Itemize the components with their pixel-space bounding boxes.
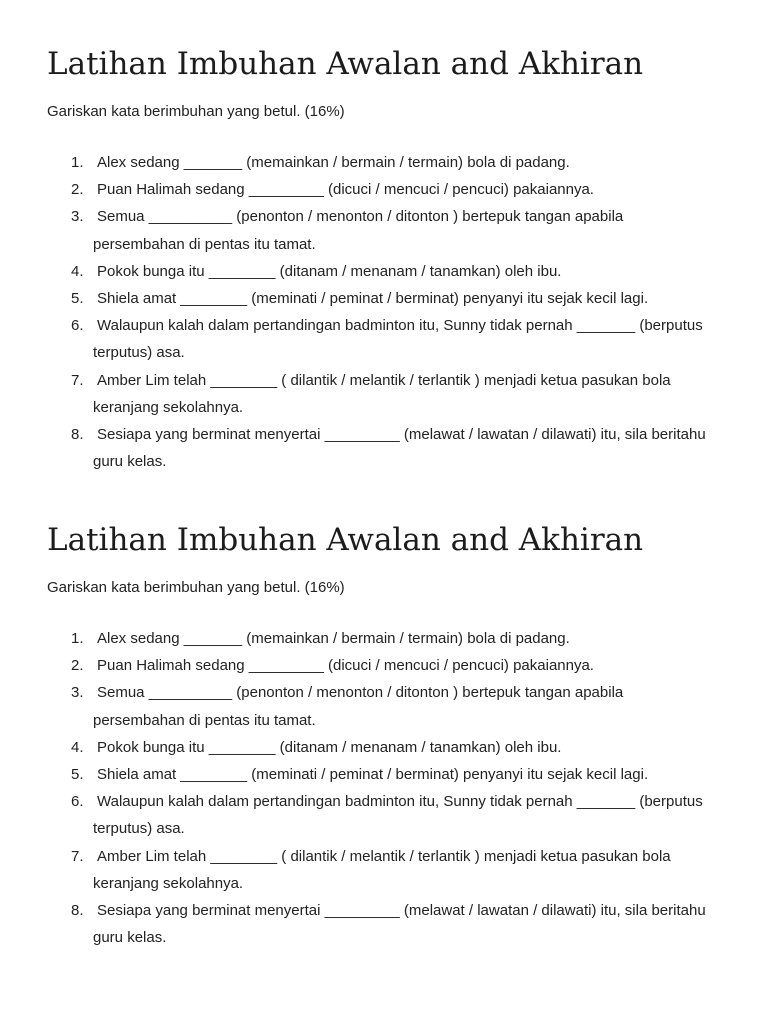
question-item-7 xyxy=(47,843,730,897)
question-list xyxy=(47,149,737,475)
question-text: Puan Halimah sedang _________ (dicuci / mencuci / pencuci) pakaiannya. xyxy=(97,657,594,675)
question-item-2 xyxy=(47,652,730,679)
question-item-5 xyxy=(47,761,730,788)
question-number: 2. xyxy=(71,657,84,675)
question-text-continued: persembahan di pentas itu tamat. xyxy=(93,711,316,729)
section-instruction: Gariskan kata berimbuhan yang betul. (16%) xyxy=(47,103,345,120)
question-text-continued: keranjang sekolahnya. xyxy=(93,398,244,416)
question-text: Sesiapa yang berminat menyertai _________ (melawat / lawatan / dilawati) itu, sila beritahu xyxy=(97,426,706,444)
exercise-section-1 xyxy=(47,44,737,475)
question-text: Amber Lim telah ________ ( dilantik / melantik / terlantik ) menjadi ketua pasukan bola xyxy=(97,847,671,865)
question-number: 8. xyxy=(71,902,84,920)
question-text: Shiela amat ________ (meminati / peminat / berminat) penyanyi itu sejak kecil lagi. xyxy=(97,766,649,784)
question-item-7 xyxy=(47,367,730,421)
question-number: 3. xyxy=(71,208,84,226)
question-text: Semua __________ (penonton / menonton / ditonton ) bertepuk tangan apabila xyxy=(97,684,624,702)
question-number: 6. xyxy=(71,317,84,335)
question-number: 5. xyxy=(71,766,84,784)
question-text: Pokok bunga itu ________ (ditanam / menanam / tanamkan) oleh ibu. xyxy=(97,262,562,280)
question-text-continued: terputus) asa. xyxy=(93,820,185,838)
question-text: Puan Halimah sedang _________ (dicuci / mencuci / pencuci) pakaiannya. xyxy=(97,181,594,199)
question-list xyxy=(47,625,737,951)
question-number: 2. xyxy=(71,181,84,199)
question-number: 4. xyxy=(71,738,84,756)
question-text: Shiela amat ________ (meminati / peminat / berminat) penyanyi itu sejak kecil lagi. xyxy=(97,290,649,308)
question-text: Alex sedang _______ (memainkan / bermain / termain) bola di padang. xyxy=(97,630,570,647)
question-number: 7. xyxy=(71,847,84,865)
question-number: 1. xyxy=(71,630,84,647)
question-text: Walaupun kalah dalam pertandingan badminton itu, Sunny tidak pernah _______ (berputus xyxy=(97,317,703,335)
question-item-1 xyxy=(47,625,730,652)
question-text-continued: guru kelas. xyxy=(93,453,167,471)
question-number: 4. xyxy=(71,262,84,280)
question-item-4 xyxy=(47,258,730,285)
question-item-8 xyxy=(47,421,730,475)
question-number: 1. xyxy=(71,154,84,171)
question-text-continued: keranjang sekolahnya. xyxy=(93,874,244,892)
question-text: Sesiapa yang berminat menyertai _________ (melawat / lawatan / dilawati) itu, sila beritahu xyxy=(97,902,706,920)
question-text: Walaupun kalah dalam pertandingan badminton itu, Sunny tidak pernah _______ (berputus xyxy=(97,793,703,811)
question-item-8 xyxy=(47,897,730,951)
question-text: Amber Lim telah ________ ( dilantik / melantik / terlantik ) menjadi ketua pasukan bola xyxy=(97,371,671,389)
question-item-6 xyxy=(47,788,730,842)
question-item-3 xyxy=(47,203,730,257)
question-text: Alex sedang _______ (memainkan / bermain / termain) bola di padang. xyxy=(97,154,570,171)
question-item-2 xyxy=(47,176,730,203)
section-instruction: Gariskan kata berimbuhan yang betul. (16%) xyxy=(47,579,345,596)
question-text: Semua __________ (penonton / menonton / ditonton ) bertepuk tangan apabila xyxy=(97,208,624,226)
question-text-continued: terputus) asa. xyxy=(93,344,185,362)
question-item-4 xyxy=(47,734,730,761)
question-number: 7. xyxy=(71,371,84,389)
exercise-section-2 xyxy=(47,520,737,951)
section-title: Latihan Imbuhan Awalan and Akhiran xyxy=(47,522,644,558)
question-number: 3. xyxy=(71,684,84,702)
section-title: Latihan Imbuhan Awalan and Akhiran xyxy=(47,46,644,82)
question-item-1 xyxy=(47,149,730,176)
question-text: Pokok bunga itu ________ (ditanam / menanam / tanamkan) oleh ibu. xyxy=(97,738,562,756)
question-item-3 xyxy=(47,679,730,733)
question-number: 5. xyxy=(71,290,84,308)
question-item-5 xyxy=(47,285,730,312)
question-text-continued: persembahan di pentas itu tamat. xyxy=(93,235,316,253)
question-item-6 xyxy=(47,312,730,366)
question-number: 8. xyxy=(71,426,84,444)
question-text-continued: guru kelas. xyxy=(93,929,167,947)
question-number: 6. xyxy=(71,793,84,811)
